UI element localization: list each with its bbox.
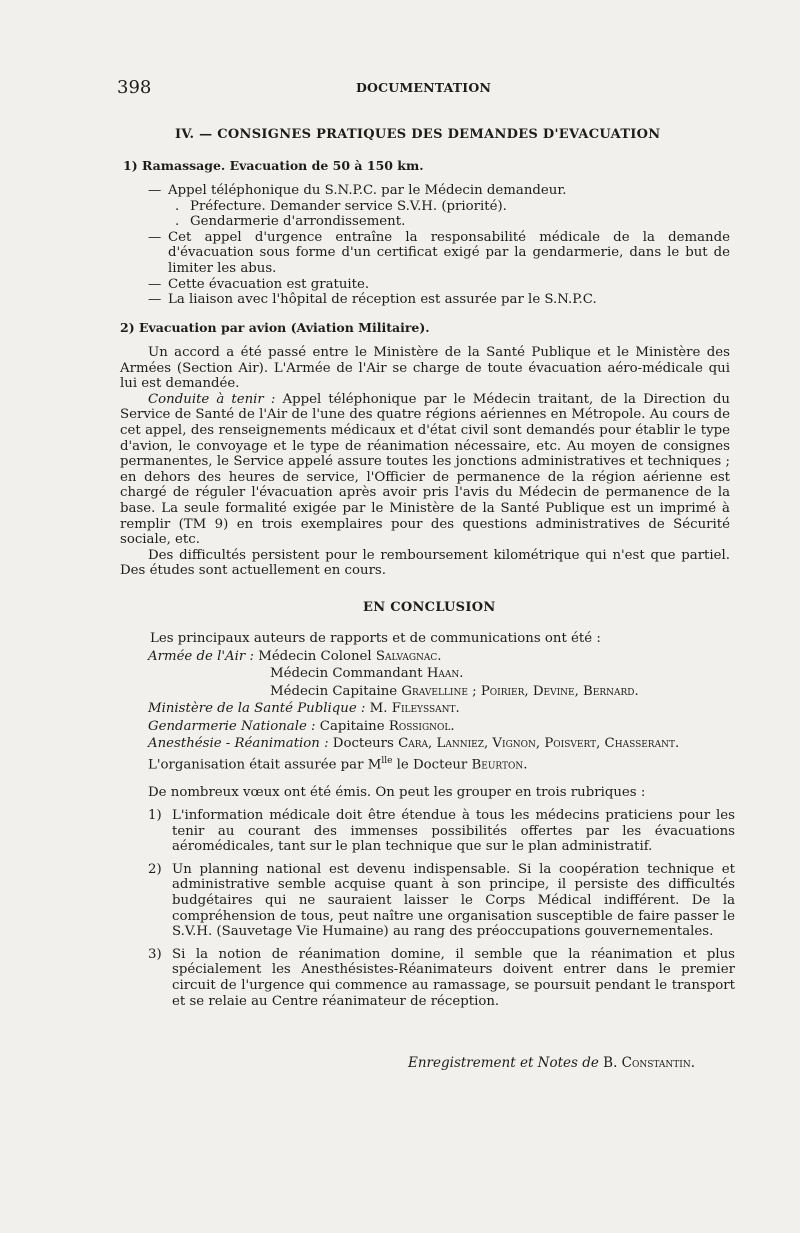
authors-role: Capitaine: [319, 718, 385, 734]
subsection-1-title: 1) Ramassage. Evacuation de 50 à 150 km.: [123, 158, 424, 173]
author-name: Rossignol.: [388, 718, 455, 734]
authors-line: [120, 683, 735, 701]
subsection-2-body: [120, 345, 730, 579]
rubriques-list: [148, 808, 735, 1009]
author-name: Salvagnac.: [375, 648, 442, 664]
list-item-text: Gendarmerie d'arrondissement.: [190, 214, 406, 230]
list-item: [148, 230, 730, 277]
authors-label: Armée de l'Air :: [148, 648, 254, 664]
list-item-text: Un planning national est devenu indispensable. Si la coopération technique et administrative semble acquise quant à son principe, il persiste des difficultés budgétaires qui ne sauraient laisser le Corps Médical indifférent. De la compréhension de tous, peut naître une organisation susceptible de faire passer le S.V.H. (Sauvetage Vie Humaine) au rang des préoccupations gouvernementales.: [172, 861, 735, 940]
paragraph: [120, 392, 730, 548]
subsection-2-title: 2) Evacuation par avion (Aviation Militaire).: [120, 320, 430, 335]
authors-label: Ministère de la Santé Publique :: [148, 701, 366, 716]
author-name: Beurton.: [471, 756, 528, 772]
signature: [408, 1055, 695, 1071]
list-item: [148, 277, 730, 293]
organisation-text: le Docteur: [396, 756, 468, 772]
paragraph-lead: Conduite à tenir :: [148, 391, 276, 407]
list-item: [148, 862, 735, 940]
dot-marker: .: [175, 198, 180, 214]
list-item: [148, 808, 735, 855]
authors-line: [120, 735, 735, 753]
running-title: DOCUMENTATION: [356, 80, 492, 95]
authors-role: Médecin Capitaine: [270, 683, 398, 699]
authors-line: [120, 648, 735, 666]
paragraph: Des difficultés persistent pour le remboursement kilométrique qui n'est que partiel. Des études sont actuellement en cours.: [120, 547, 730, 579]
dot-marker: .: [175, 214, 180, 230]
list-item: [148, 947, 735, 1009]
paragraph-text: Appel téléphonique par le Médecin traitant, de la Direction du Service de Santé de l'Air de l'une des quatre régions aériennes en Métropole. Au cours de cet appel, des renseignements médicaux et d'état civil sont demandés pour établir le type d'avion, le convoyage et le type de réanimation nécessaire, etc. Au moyen de consignes permanentes, le Service appelé assure toutes les jonctions administratives et techniques ; en dehors des heures de service, l'Officier de permanence de la région aérienne est chargé de réguler l'évacuation après avoir pris l'avis du Médecin de permanence de la base. La seule formalité exigée par le Ministère de la Santé Publique est un imprimé à remplir (TM 9) en trois exemplaires pour des questions administratives de Sécurité sociale, etc.: [120, 391, 730, 548]
authors-role: Médecin Colonel: [258, 648, 372, 664]
dash-marker: —: [148, 292, 162, 308]
dash-marker: —: [148, 183, 162, 198]
authors-role: Docteurs: [332, 736, 394, 751]
list-item-text: Appel téléphonique du S.N.P.C. par le Médecin demandeur.: [168, 183, 567, 198]
signature-text: Enregistrement et Notes de: [408, 1055, 599, 1071]
authors-label: Gendarmerie Nationale :: [148, 718, 316, 734]
author-name: Fileyssant.: [391, 701, 460, 716]
authors-role: Médecin Commandant: [270, 666, 423, 681]
signature-name: Constantin.: [621, 1055, 696, 1071]
list-item-text: Si la notion de réanimation domine, il semble que la réanimation et plus spécialement les Anesthésistes-Réanimateurs doivent entrer dans le premier circuit de l'urgence qui commence au ramassage, se poursuit pendant le transport et se relaie au Centre réanimateur de réception.: [172, 946, 735, 1009]
list-number: 1): [148, 808, 162, 823]
authors-line: [120, 700, 735, 718]
authors-block: [120, 630, 735, 773]
signature-initial: B.: [603, 1055, 618, 1071]
authors-line: [120, 718, 735, 736]
list-item-text: Préfecture. Demander service S.V.H. (priorité).: [190, 198, 507, 214]
organisation-sup: lle: [381, 755, 393, 766]
list-item: [148, 214, 730, 230]
section-title: IV. — CONSIGNES PRATIQUES DES DEMANDES D'EVACUATION: [175, 127, 661, 142]
author-name: Gravelline ; Poirier, Devine, Bernard.: [401, 683, 639, 699]
list-item: [148, 183, 730, 199]
page-number: 398: [117, 77, 152, 98]
list-item-text: Cette évacuation est gratuite.: [168, 276, 370, 292]
author-name: Haan.: [426, 666, 464, 681]
list-number: 3): [148, 946, 162, 962]
dash-marker: —: [148, 276, 162, 292]
list-item-text: La liaison avec l'hôpital de réception est assurée par le S.N.P.C.: [168, 292, 597, 308]
list-item-text: L'information médicale doit être étendue à tous les médecins praticiens pour les tenir au courant des immenses possibilités offertes par les évacuations aéromédicales, tant sur le plan technique que sur le plan administratif.: [172, 808, 735, 855]
voeux-intro: De nombreux vœux ont été émis. On peut les grouper en trois rubriques :: [148, 785, 646, 800]
organisation-line: [120, 753, 735, 774]
list-item-text: Cet appel d'urgence entraîne la responsabilité médicale de la demande d'évacuation sous forme d'un certificat exigé par la gendarmerie, dans le but de limiter les abus.: [168, 229, 730, 276]
authors-intro: Les principaux auteurs de rapports et de communications ont été :: [150, 631, 601, 646]
dash-marker: —: [148, 229, 162, 245]
paragraph: Un accord a été passé entre le Ministère de la Santé Publique et le Ministère des Armées (Section Air). L'Armée de l'Air se charge de toute évacuation aéro-médicale qui lui est demandée.: [120, 345, 730, 392]
conclusion-title: EN CONCLUSION: [363, 600, 496, 615]
authors-role: M.: [369, 701, 388, 716]
authors-line: [120, 665, 735, 683]
subsection-1-list: [148, 183, 730, 308]
author-name: Cara, Lanniez, Vignon, Poisvert, Chasserant.: [398, 736, 680, 751]
organisation-text: L'organisation était assurée par M: [148, 756, 382, 772]
list-item: [148, 292, 730, 308]
list-number: 2): [148, 861, 162, 877]
list-item: [148, 199, 730, 215]
authors-label: Anesthésie - Réanimation :: [148, 736, 329, 751]
